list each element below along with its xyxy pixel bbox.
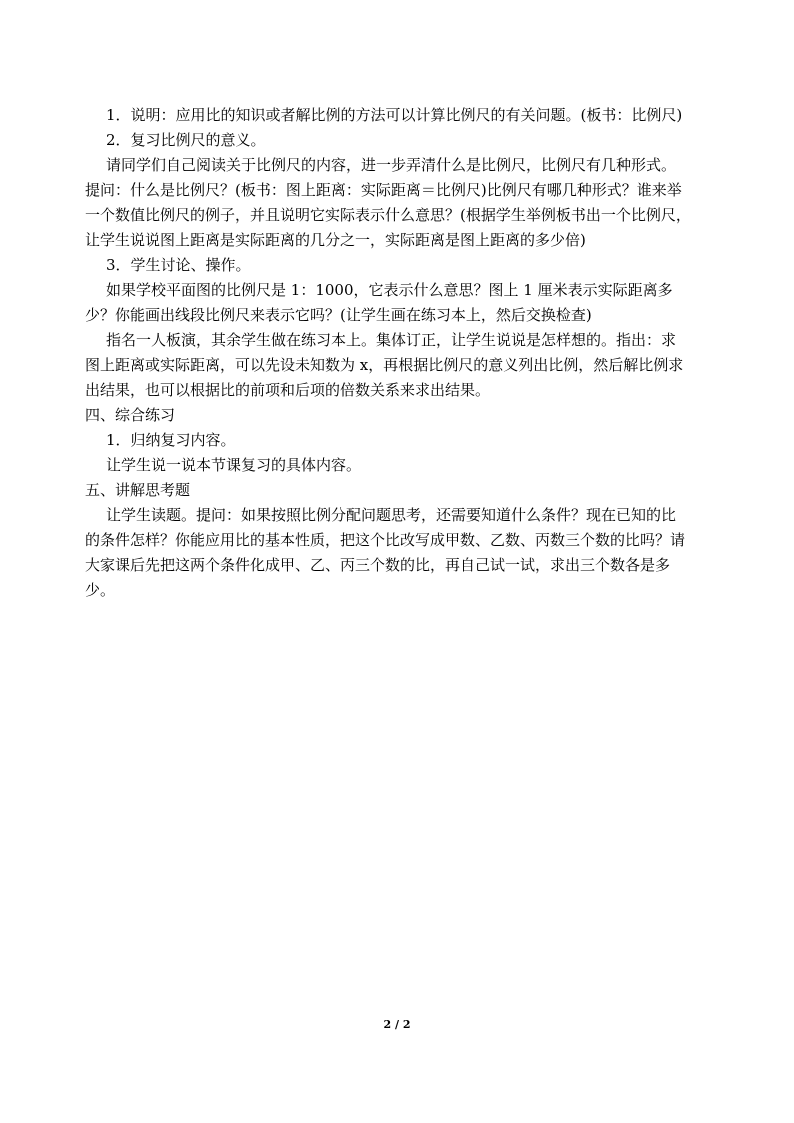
paragraph-line: 让学生说一说本节课复习的具体内容。: [106, 456, 362, 474]
paragraph-line: 提问：什么是比例尺？(板书：图上距离：实际距离＝比例尺)比例尺有哪几种形式？谁来举: [85, 181, 682, 199]
section-heading: 四、综合练习: [85, 406, 176, 424]
paragraph-line: 让学生说说图上距离是实际距离的几分之一，实际距离是图上距离的多少倍): [85, 231, 586, 249]
paragraph-line: 少。: [85, 581, 116, 599]
paragraph-line: 2．复习比例尺的意义。: [106, 131, 266, 149]
paragraph-line: 请同学们自己阅读关于比例尺的内容，进一步弄清什么是比例尺，比例尺有几种形式。: [106, 156, 677, 174]
paragraph-line: 图上距离或实际距离，可以先设未知数为 x，再根据比例尺的意义列出比例，然后解比例求: [85, 356, 684, 374]
paragraph-line: 指名一人板演，其余学生做在练习本上。集体订正，让学生说说是怎样想的。指出：求: [106, 331, 677, 349]
document-body: [85, 103, 725, 603]
paragraph-line: 的条件怎样？你能应用比的基本性质，把这个比改写成甲数、乙数、丙数三个数的比吗？请: [85, 531, 686, 549]
paragraph-line: 出结果，也可以根据比的前项和后项的倍数关系来求出结果。: [85, 381, 491, 399]
paragraph-line: 1．归纳复习内容。: [106, 431, 236, 449]
paragraph-line: 1．说明：应用比的知识或者解比例的方法可以计算比例尺的有关问题。(板书：比例尺): [106, 106, 683, 124]
paragraph-line: 3．学生讨论、操作。: [106, 256, 251, 274]
paragraph-line: 让学生读题。提问：如果按照比例分配问题思考，还需要知道什么条件？现在已知的比: [106, 506, 677, 524]
page-number: 2 / 2: [383, 1018, 411, 1031]
section-heading: 五、讲解思考题: [85, 481, 191, 499]
paragraph-line: 少？你能画出线段比例尺来表示它吗？(让学生画在练习本上，然后交换检查): [85, 306, 592, 324]
paragraph-line: 大家课后先把这两个条件化成甲、乙、丙三个数的比，再自己试一试，求出三个数各是多: [85, 556, 671, 574]
paragraph-line: 一个数值比例尺的例子，并且说明它实际表示什么意思？(根据学生举例板书出一个比例尺，: [85, 206, 691, 224]
paragraph-line: 如果学校平面图的比例尺是 1：1000，它表示什么意思？图上 1 厘米表示实际距离多: [106, 281, 673, 299]
